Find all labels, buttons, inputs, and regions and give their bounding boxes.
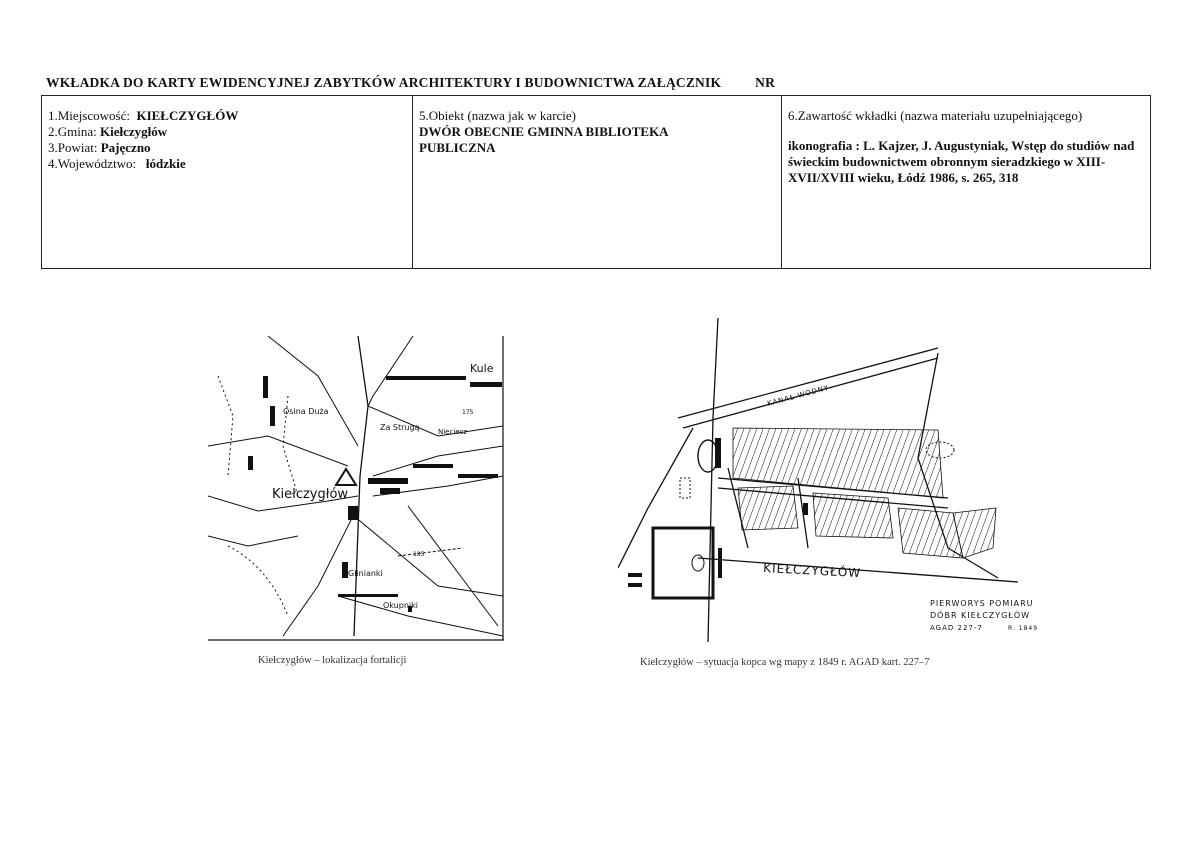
object-name: DWÓR OBECNIE GMINNA BIBLIOTEKA PUBLICZNA [419, 124, 668, 155]
cadastral-map [618, 318, 1048, 642]
miejscowosc-value: KIEŁCZYGŁÓW [136, 108, 239, 123]
contents-cell [782, 96, 1151, 269]
powiat-label: 3.Powiat: [48, 140, 98, 155]
contents-label: 6.Zawartość wkładki (nazwa materiału uzupełniającego) [788, 108, 1083, 123]
left-map-caption: Kiełczygłów – lokalizacja fortalicji [258, 655, 407, 666]
map-label-h185: 185 [413, 551, 425, 558]
title-text: WKŁADKA DO KARTY EWIDENCYJNEJ ZABYTKÓW ARCHITEKTURY I BUDOWNICTWA ZAŁĄCZNIK [46, 75, 722, 90]
object-cell [413, 96, 782, 269]
location-map [208, 336, 504, 642]
map-label-town: Kiełczygłów [272, 487, 349, 502]
gmina-value: Kiełczygłów [100, 124, 168, 139]
title-nr: NR [755, 75, 776, 90]
map-label-kanal: KANAŁ WODNY [766, 383, 831, 408]
location-cell [42, 96, 413, 269]
wojewodztwo-value: łódzkie [145, 156, 186, 171]
document-title [46, 75, 775, 91]
map-note-2: DÓBR KIEŁCZYGŁÓW [930, 611, 1031, 620]
map-note-3: AGAD 227-7 [930, 624, 983, 632]
object-label: 5.Obiekt (nazwa jak w karcie) [419, 108, 577, 123]
powiat-value: Pajęczno [100, 140, 151, 155]
right-map-caption: Kiełczygłów – sytuacja kopca wg mapy z 1849 r. AGAD kart. 227–7 [640, 657, 930, 668]
map-label-kule: Kule [470, 362, 494, 375]
map-label-osina: Osina Duża [283, 407, 329, 416]
map-label-glinianki: Glinianki [348, 569, 383, 578]
map-note-4: R. 1849 [1008, 625, 1039, 632]
record-table [41, 95, 1151, 269]
map-label-za-struga: Za Strugą [380, 423, 420, 432]
map-note-1: PIERWORYS POMIARU [930, 599, 1034, 608]
gmina-label: 2.Gmina: [48, 124, 97, 139]
map-label-nieciecz: Nieciecz [438, 428, 468, 436]
wojewodztwo-label: 4.Województwo: [48, 156, 137, 171]
map-label-okupniki: Okupniki [383, 601, 418, 610]
contents-text: ikonografia : L. Kajzer, J. Augustyniak, Wstęp do studiów nad świeckim budownictwem obronnym sieradzkiego w XIII-XVII/XVIII wieku, Łódź 1986, s. 265, 318 [788, 138, 1135, 185]
map-label-h175: 175 [462, 409, 474, 416]
miejscowosc-label: 1.Miejscowość: [48, 108, 130, 123]
map-label-town-right: KIEŁCZYGŁÓW [762, 561, 862, 581]
